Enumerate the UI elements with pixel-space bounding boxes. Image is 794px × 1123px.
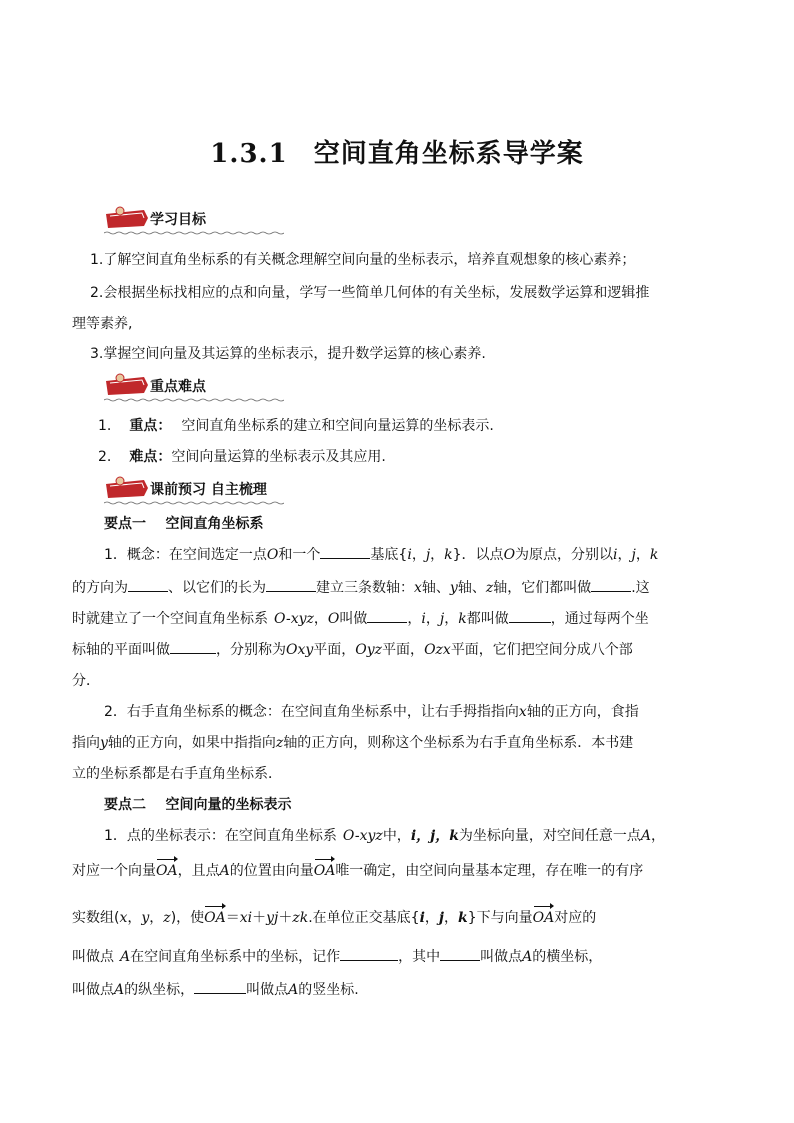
fill-blank[interactable]: [266, 577, 316, 592]
section-title-key: 重点难点: [150, 379, 206, 395]
point1-line-6: 2．右手直角坐标系的概念：在空间直角坐标系中，让右手拇指指向x轴的正方向，食指: [104, 704, 639, 720]
point2-line-4: 叫做点 A在空间直角坐标系中的坐标，记作 ，其中 叫做点A的横坐标，: [72, 946, 602, 968]
fill-blank[interactable]: [509, 608, 551, 623]
wave-underline: [104, 398, 284, 402]
title-number: 1.3.1: [210, 139, 288, 169]
point1-line-4: 标轴的平面叫做 ，分别称为Oxy平面，Oyz平面，Ozx平面，它们把空间分成八个部: [72, 639, 633, 661]
key-point-1: [98, 415, 494, 437]
key-text: 空间直角坐标系的建立和空间向量运算的坐标表示.: [181, 418, 494, 434]
page-title: [0, 133, 794, 170]
key-point-2: [98, 446, 386, 468]
goal-2: 2.会根据坐标找相应的点和向量，学写一些简单几何体的有关坐标，发展数学运算和逻辑推: [90, 285, 650, 301]
list-number: 1.: [98, 418, 112, 434]
point2-line-3: 实数组(x，y，z)，使OA＝xi＋yj＋zk.在单位正交基底{i，j，k}下与向量OA对应的: [72, 907, 596, 929]
goal-2-cont: 理等素养,: [72, 316, 133, 332]
point1-line-3: 时就建立了一个空间直角坐标系 O-xyz，O叫做 ，i，j，k都叫做 ，通过每两个坐: [72, 608, 649, 630]
ribbon-badge-icon: [104, 373, 150, 397]
fill-blank[interactable]: [340, 946, 398, 961]
difficulty-label: 难点：: [129, 449, 172, 465]
section-title-goals: 学习目标: [150, 212, 206, 228]
point2-line-2: 对应一个向量OA，且点A的位置由向量OA唯一确定，由空间向量基本定理，存在唯一的有序: [72, 860, 643, 882]
wave-underline: [104, 231, 284, 235]
fill-blank[interactable]: [440, 946, 480, 961]
fill-blank[interactable]: [591, 577, 631, 592]
vector-oa: OA: [156, 860, 178, 882]
point1-line-1: 1．概念：在空间选定一点O和一个 基底{i，j，k}．以点O为原点，分别以i，j，k: [104, 544, 658, 566]
goal-1: 1.了解空间直角坐标系的有关概念理解空间向量的坐标表示，培养直观想象的核心素养；: [90, 252, 636, 268]
section-title-preview: 课前预习 自主梳理: [150, 482, 267, 498]
key-label: 重点：: [129, 418, 172, 434]
vector-oa: OA: [314, 860, 336, 882]
wave-underline: [104, 501, 284, 505]
point1-line-8: 立的坐标系都是右手直角坐标系．: [72, 766, 282, 782]
point1-line-5: 分．: [72, 673, 100, 689]
point2-heading: 要点二 空间向量的坐标表示: [104, 797, 292, 813]
fill-blank[interactable]: [320, 544, 370, 559]
ribbon-badge-icon: [104, 206, 150, 230]
point2-line-1: 1．点的坐标表示：在空间直角坐标系 O-xyz中，i，j，k为坐标向量，对空间任意一点A，: [104, 828, 666, 844]
title-text: 空间直角坐标系导学案: [313, 139, 584, 169]
fill-blank[interactable]: [128, 577, 168, 592]
vector-oa: OA: [204, 907, 226, 929]
ribbon-badge-icon: [104, 476, 150, 500]
goal-3: 3.掌握空间向量及其运算的坐标表示，提升数学运算的核心素养.: [90, 346, 486, 362]
point2-line-5: 叫做点A的纵坐标， 叫做点A的竖坐标.: [72, 979, 359, 1001]
difficulty-text: 空间向量运算的坐标表示及其应用.: [171, 449, 386, 465]
fill-blank[interactable]: [367, 608, 407, 623]
point1-line-7: 指向y轴的正方向，如果中指指向z轴的正方向，则称这个坐标系为右手直角坐标系．本书建: [72, 735, 634, 751]
fill-blank[interactable]: [170, 639, 216, 654]
fill-blank[interactable]: [194, 979, 246, 994]
vector-oa: OA: [533, 907, 555, 929]
point1-heading: 要点一 空间直角坐标系: [104, 516, 264, 532]
list-number: 2.: [98, 449, 112, 465]
point1-line-2: 的方向为 、以它们的长为 建立三条数轴：x轴、y轴、z轴，它们都叫做 .这: [72, 577, 650, 599]
